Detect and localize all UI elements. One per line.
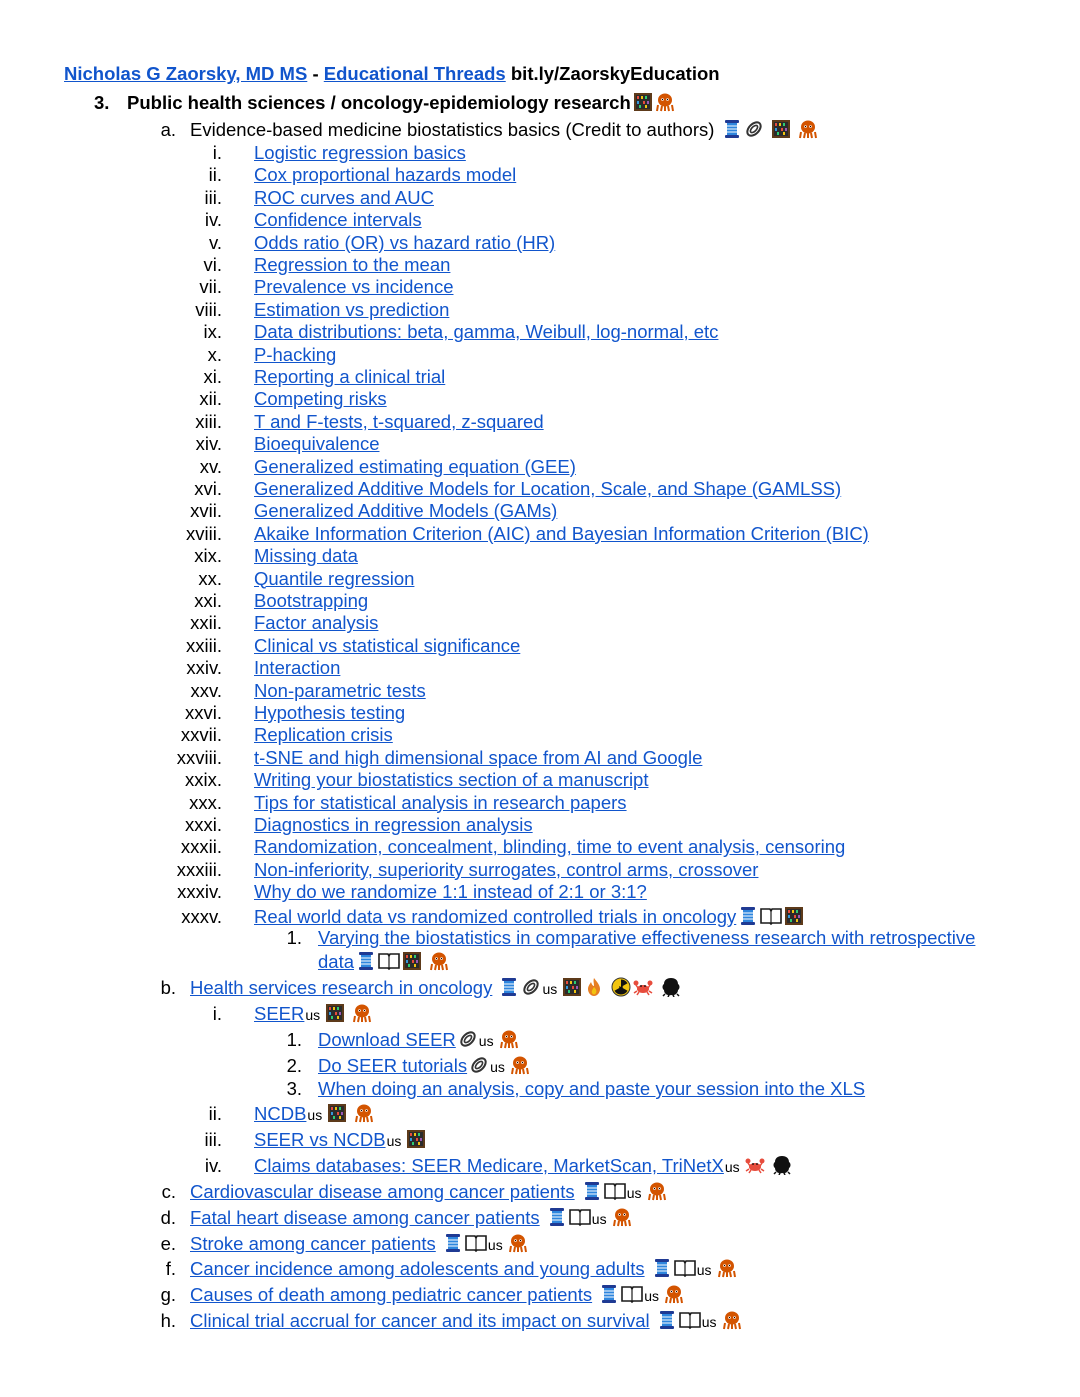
- biostat-topic-content: [254, 657, 340, 679]
- seer-sub-item-1-content: [318, 1029, 519, 1052]
- biostat-topic-link[interactable]: t-SNE and high dimensional space from AI and Google: [254, 746, 703, 768]
- abacus-icon: [406, 1129, 426, 1149]
- book-icon: [674, 1258, 696, 1278]
- book-icon: [679, 1310, 701, 1330]
- book-icon: [760, 906, 782, 926]
- list-marker: b.: [160, 977, 176, 998]
- book-icon: [569, 1207, 591, 1227]
- list-item-b-iv-content: [254, 1155, 792, 1178]
- biostat-topic-content: [254, 209, 422, 231]
- list-marker: xviii.: [186, 522, 222, 544]
- biostat-topic-content: [254, 344, 336, 366]
- list-marker: xxix.: [185, 769, 222, 791]
- biostat-topic-link[interactable]: Prevalence vs incidence: [254, 276, 454, 298]
- ncdb-link[interactable]: NCDB: [254, 1103, 307, 1124]
- biostat-topic-link[interactable]: Missing data: [254, 545, 358, 567]
- biostat-topic-link[interactable]: Interaction: [254, 657, 341, 679]
- biostat-topic-link[interactable]: Writing your biostatistics section of a manuscript: [254, 769, 649, 791]
- spool-icon: [599, 1284, 619, 1304]
- biostat-topic-link[interactable]: Tips for statistical analysis in research papers: [254, 791, 627, 813]
- oncology-topic-link[interactable]: Cardiovascular disease among cancer patients: [190, 1181, 575, 1202]
- section-title: [127, 92, 675, 114]
- octopus-icon: [722, 1310, 742, 1330]
- book-icon: [378, 951, 400, 971]
- list-item-a-text: Evidence-based medicine biostatistics basics (Credit to authors): [190, 119, 715, 140]
- us-tag: us: [542, 981, 558, 997]
- us-tag: us: [386, 1133, 402, 1149]
- biostat-topic-content: [254, 254, 450, 276]
- biostat-topic-content: [254, 747, 702, 769]
- list-marker: iii.: [204, 186, 222, 208]
- book-icon: [465, 1233, 487, 1253]
- list-marker: xxxv.: [181, 905, 222, 927]
- oncology-topic-content: [190, 1258, 737, 1281]
- biostat-topic-content: [254, 859, 758, 881]
- spool-icon: [499, 977, 519, 997]
- biostat-topic-content: [254, 881, 647, 903]
- spool-icon: [722, 119, 742, 139]
- biostat-topic-content: [254, 836, 845, 858]
- us-tag: us: [626, 1185, 642, 1201]
- octopus-icon: [354, 1103, 374, 1123]
- biostat-topic-content: [254, 232, 555, 254]
- biostat-topic-content: [254, 142, 466, 164]
- biostat-topic-content: [254, 724, 393, 746]
- abacus-icon: [633, 92, 653, 112]
- abacus-icon: [771, 119, 791, 139]
- list-marker: a.: [160, 119, 176, 140]
- us-tag: us: [305, 1007, 321, 1023]
- list-marker: xxvii.: [180, 724, 222, 746]
- biostat-topic-content: [254, 456, 576, 478]
- biostat-topic-content: [254, 187, 434, 209]
- list-marker: f.: [165, 1258, 176, 1280]
- list-marker: 1.: [286, 927, 302, 948]
- octopus-icon: [647, 1181, 667, 1201]
- biostat-topic-content: [254, 321, 718, 343]
- header-separator: -: [307, 63, 324, 84]
- octopus-icon: [508, 1233, 528, 1253]
- document-header: [64, 63, 720, 85]
- list-marker: xxiii.: [186, 634, 222, 656]
- us-tag: us: [478, 1033, 494, 1049]
- biostat-topic-link[interactable]: Reporting a clinical trial: [254, 366, 446, 387]
- list-marker: xiii.: [195, 410, 222, 432]
- list-marker: xix.: [194, 545, 222, 567]
- list-marker: i.: [212, 1003, 222, 1024]
- biostat-topic-link[interactable]: Clinical vs statistical significance: [254, 634, 521, 656]
- fire-icon: [584, 977, 604, 997]
- octopus-icon: [717, 1258, 737, 1278]
- list-marker: xxxiv.: [177, 881, 222, 903]
- biostat-topic-content: [254, 568, 414, 590]
- book-icon: [604, 1181, 626, 1201]
- spool-icon: [356, 951, 376, 971]
- biostat-topic-content: [254, 478, 841, 500]
- biostat-topic-link[interactable]: Confidence intervals: [254, 209, 422, 231]
- download-seer-link[interactable]: Download SEER: [318, 1029, 456, 1050]
- comparative-effectiveness-link[interactable]: Varying the biostatistics in comparative effectiveness research with retrospective: [318, 927, 976, 948]
- spool-icon: [582, 1181, 602, 1201]
- paperclip-icon: [521, 977, 541, 997]
- us-tag: us: [591, 1210, 607, 1227]
- list-marker: ii.: [208, 164, 222, 186]
- list-marker: i.: [212, 142, 222, 163]
- list-marker: xvii.: [190, 500, 222, 522]
- biostat-topic-link[interactable]: Why do we randomize 1:1 instead of 2:1 or 3:1?: [254, 881, 647, 903]
- oncology-topic-link[interactable]: Causes of death among pediatric cancer patients: [190, 1284, 593, 1306]
- biostat-topic-content: [254, 366, 445, 388]
- octopus-icon: [352, 1003, 372, 1023]
- biostat-topic-link[interactable]: Regression to the mean: [254, 254, 451, 275]
- biostat-topic-content: [254, 500, 557, 522]
- biostat-topic-link[interactable]: Factor analysis: [254, 612, 379, 634]
- sub-item-xxxv-1-continued: [318, 951, 449, 973]
- biostat-topic-link[interactable]: Competing risks: [254, 388, 387, 410]
- biostat-topic-link[interactable]: P-hacking: [254, 343, 337, 365]
- biostat-topic-content: [254, 702, 405, 724]
- abacus-icon: [784, 906, 804, 926]
- list-marker: v.: [208, 231, 222, 253]
- list-marker: xxi.: [194, 590, 222, 611]
- us-tag: us: [490, 1059, 505, 1075]
- list-marker: 3.: [286, 1078, 302, 1099]
- list-marker: xxvi.: [185, 702, 222, 723]
- list-marker: xxx.: [189, 791, 222, 813]
- list-marker: iii.: [204, 1129, 222, 1150]
- biostat-topic-content: [254, 545, 358, 567]
- biostat-topic-link[interactable]: Logistic regression basics: [254, 142, 466, 163]
- biostat-topic-link[interactable]: Data distributions: beta, gamma, Weibull, log-normal, etc: [254, 321, 719, 343]
- oncology-topic-link[interactable]: Cancer incidence among adolescents and young adults: [190, 1258, 645, 1280]
- us-tag: us: [696, 1262, 712, 1279]
- comparative-effectiveness-link-continued[interactable]: data: [318, 951, 355, 972]
- list-marker: xvi.: [194, 478, 222, 499]
- paperclip-icon: [469, 1055, 489, 1075]
- list-item-b-iii-content: [254, 1129, 426, 1152]
- list-marker: xxxiii.: [176, 858, 222, 880]
- oncology-topic-content: [190, 1284, 684, 1307]
- biostat-topic-content: [254, 680, 426, 702]
- biostat-topic-link[interactable]: Diagnostics in regression analysis: [254, 814, 533, 835]
- biostat-topic-link[interactable]: Non-parametric tests: [254, 679, 426, 701]
- list-marker: viii.: [195, 298, 222, 320]
- biostat-topic-link[interactable]: Randomization, concealment, blinding, time to event analysis, censoring: [254, 836, 846, 858]
- section-title-text: Public health sciences / oncology-epidemiology research: [127, 92, 631, 113]
- list-marker: xxviii.: [176, 746, 222, 768]
- claims-databases-link[interactable]: Claims databases: SEER Medicare, MarketScan, TriNetX: [254, 1155, 724, 1176]
- list-item-b-content: [190, 977, 681, 1000]
- abacus-icon: [562, 977, 582, 997]
- biostat-topic-content: [254, 276, 454, 298]
- octopus-icon: [510, 1055, 530, 1075]
- biostat-topic-content: [254, 388, 387, 410]
- biostat-topic-link[interactable]: Odds ratio (OR) vs hazard ratio (HR): [254, 231, 556, 253]
- biostat-topic-link[interactable]: Quantile regression: [254, 567, 415, 589]
- list-marker: d.: [160, 1206, 176, 1228]
- abacus-icon: [325, 1003, 345, 1023]
- us-tag: us: [307, 1107, 323, 1123]
- biostat-topic-link[interactable]: Generalized Additive Models (GAMs): [254, 500, 558, 522]
- list-marker: x.: [207, 343, 222, 365]
- biostat-topic-link[interactable]: Estimation vs prediction: [254, 298, 450, 320]
- biostat-topic-content: [254, 814, 533, 836]
- list-marker: 2.: [286, 1055, 302, 1076]
- list-item-b-i-content: [254, 1003, 372, 1026]
- oncology-topic-content: [190, 1233, 528, 1256]
- short-url: bit.ly/ZaorskyEducation: [510, 63, 720, 84]
- list-marker: xii.: [199, 388, 222, 410]
- octopus-icon: [655, 92, 675, 112]
- crab-icon: [633, 977, 653, 997]
- section-number: 3.: [94, 92, 110, 113]
- biostat-topic-content: [254, 164, 516, 186]
- biostat-topic-link[interactable]: Real world data vs randomized controlled trials in oncology: [254, 905, 737, 927]
- radioactive-icon: [611, 977, 631, 997]
- spool-icon: [652, 1258, 672, 1278]
- biostat-topic-content: [254, 792, 627, 814]
- biostat-topic-link[interactable]: Bootstrapping: [254, 590, 369, 611]
- seer-tutorials-link[interactable]: Do SEER tutorials: [318, 1055, 468, 1076]
- list-marker: xxv.: [190, 679, 222, 701]
- list-marker: 1.: [286, 1029, 302, 1050]
- biostat-topic-link[interactable]: ROC curves and AUC: [254, 186, 434, 208]
- octopus-icon: [429, 951, 449, 971]
- oncology-topic-content: [190, 1310, 742, 1333]
- biostat-topic-link[interactable]: T and F-tests, t-squared, z-squared: [254, 410, 544, 432]
- spool-icon: [547, 1207, 567, 1227]
- biostat-topic-content: [254, 433, 379, 455]
- list-marker: ii.: [208, 1103, 222, 1124]
- list-marker: xi.: [203, 366, 222, 387]
- tumor-icon: [661, 977, 681, 997]
- oncology-topic-link[interactable]: Fatal heart disease among cancer patients: [190, 1206, 540, 1228]
- octopus-icon: [499, 1029, 519, 1049]
- list-marker: c.: [161, 1181, 176, 1202]
- health-services-research-link[interactable]: Health services research in oncology: [190, 977, 493, 998]
- octopus-icon: [664, 1284, 684, 1304]
- biostat-topic-link[interactable]: Non-inferiority, superiority surrogates, control arms, crossover: [254, 858, 759, 880]
- oncology-topic-content: [190, 1207, 632, 1230]
- author-link[interactable]: Nicholas G Zaorsky, MD MS: [64, 63, 308, 84]
- biostat-topic-content: [254, 769, 648, 791]
- spool-icon: [738, 906, 758, 926]
- us-tag: us: [644, 1288, 660, 1305]
- biostat-topic-link[interactable]: Generalized Additive Models for Location, Scale, and Shape (GAMLSS): [254, 478, 842, 499]
- list-item-b-ii-content: [254, 1103, 374, 1126]
- biostat-topic-link[interactable]: Replication crisis: [254, 724, 393, 746]
- abacus-icon: [402, 951, 422, 971]
- seer-vs-ncdb-link[interactable]: SEER vs NCDB: [254, 1129, 386, 1150]
- oncology-topic-link[interactable]: Stroke among cancer patients: [190, 1232, 436, 1254]
- spool-icon: [443, 1233, 463, 1253]
- list-marker: vii.: [199, 276, 222, 298]
- biostat-topic-content: [254, 523, 869, 545]
- seer-sub-item-2-content: [318, 1055, 530, 1078]
- list-marker: e.: [160, 1232, 176, 1254]
- biostat-topic-content: [254, 635, 520, 657]
- us-tag: us: [724, 1159, 740, 1175]
- list-marker: xxxii.: [180, 836, 222, 858]
- list-marker: g.: [160, 1284, 176, 1306]
- list-marker: xxxi.: [185, 814, 222, 835]
- biostat-topic-content: [254, 411, 544, 433]
- oncology-topic-content: [190, 1181, 667, 1204]
- biostat-topic-link[interactable]: Akaike Information Criterion (AIC) and Bayesian Information Criterion (BIC): [254, 522, 869, 544]
- list-marker: h.: [160, 1310, 176, 1331]
- list-marker: xx.: [198, 567, 222, 589]
- paperclip-icon: [458, 1029, 478, 1049]
- list-marker: xv.: [199, 455, 222, 477]
- abacus-icon: [327, 1103, 347, 1123]
- biostat-topic-content: [254, 299, 449, 321]
- book-icon: [621, 1284, 643, 1304]
- biostat-topic-link[interactable]: Cox proportional hazards model: [254, 164, 517, 186]
- us-tag: us: [487, 1236, 503, 1253]
- educational-threads-link[interactable]: Educational Threads: [323, 63, 506, 84]
- list-marker: xiv.: [195, 433, 222, 455]
- us-tag: us: [701, 1314, 717, 1330]
- list-marker: ix.: [203, 321, 222, 343]
- list-item-a-title: [190, 119, 818, 141]
- crab-icon: [745, 1155, 765, 1175]
- list-marker: xxii.: [190, 612, 222, 634]
- tumor-icon: [772, 1155, 792, 1175]
- biostat-topic-link[interactable]: Hypothesis testing: [254, 702, 406, 723]
- list-marker: vi.: [203, 254, 222, 275]
- list-marker: iv.: [204, 1155, 222, 1176]
- biostat-topic-content: [254, 906, 804, 928]
- seer-link[interactable]: SEER: [254, 1003, 305, 1024]
- spool-icon: [657, 1310, 677, 1330]
- biostat-topic-content: [254, 612, 378, 634]
- seer-session-xls-link[interactable]: When doing an analysis, copy and paste your session into the XLS: [318, 1078, 866, 1099]
- biostat-topic-content: [254, 590, 368, 612]
- list-marker: xxiv.: [186, 657, 222, 679]
- biostat-topic-link[interactable]: Bioequivalence: [254, 433, 380, 455]
- oncology-topic-link[interactable]: Clinical trial accrual for cancer and its impact on survival: [190, 1310, 650, 1331]
- biostat-topic-link[interactable]: Generalized estimating equation (GEE): [254, 455, 576, 477]
- list-marker: iv.: [204, 209, 222, 231]
- paperclip-icon: [744, 119, 764, 139]
- octopus-icon: [612, 1207, 632, 1227]
- octopus-icon: [798, 119, 818, 139]
